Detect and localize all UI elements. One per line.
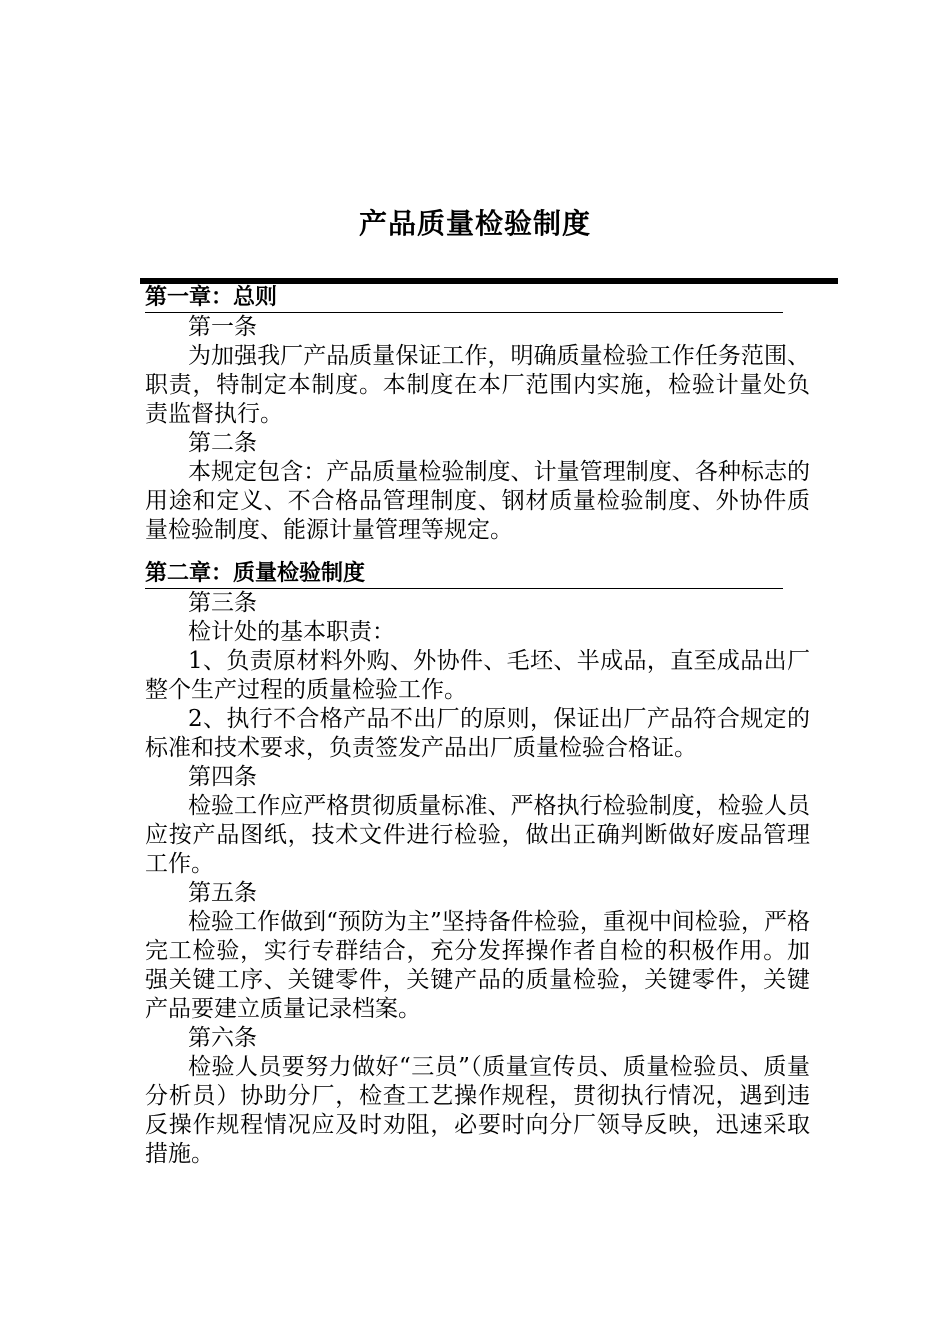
article-paragraph: 1、负责原材料外购、外协件、毛坯、半成品，直至成品出厂整个生产过程的质量检验工作。 — [145, 648, 810, 703]
article-label: 第三条 — [188, 590, 257, 616]
article-label: 第四条 — [188, 764, 257, 790]
article-paragraph: 检验工作应严格贯彻质量标准、严格执行检验制度，检验人员应按产品图纸，技术文件进行检验，做出正确判断做好废品管理工作。 — [145, 793, 810, 877]
article-label: 第二条 — [188, 430, 257, 456]
chapter-heading: 第一章：总则 — [145, 283, 783, 313]
article-paragraph: 本规定包含：产品质量检验制度、计量管理制度、各种标志的用途和定义、不合格品管理制度、钢材质量检验制度、外协件质量检验制度、能源计量管理等规定。 — [145, 459, 810, 543]
article-paragraph: 2、执行不合格产品不出厂的原则，保证出厂产品符合规定的标准和技术要求，负责签发产品出厂质量检验合格证。 — [145, 706, 810, 761]
article-label: 第六条 — [188, 1025, 257, 1051]
article-paragraph: 检验工作做到“预防为主”坚持备件检验，重视中间检验，严格完工检验，实行专群结合，充分发挥操作者自检的积极作用。加强关键工序、关键零件，关键产品的质量检验，关键零件，关键产品要建立质量记录档案。 — [145, 909, 810, 1022]
chapter-heading: 第二章：质量检验制度 — [145, 559, 783, 589]
document-body — [145, 283, 810, 1169]
article-label: 第五条 — [188, 880, 257, 906]
article-label: 第一条 — [188, 314, 257, 340]
article-paragraph: 检计处的基本职责： — [188, 619, 395, 645]
document-title: 产品质量检验制度 — [358, 207, 591, 240]
article-paragraph: 为加强我厂产品质量保证工作，明确质量检验工作任务范围、职责，特制定本制度。本制度在本厂范围内实施，检验计量处负责监督执行。 — [145, 343, 810, 427]
article-paragraph: 检验人员要努力做好“三员”（质量宣传员、质量检验员、质量分析员）协助分厂，检查工艺操作规程，贯彻执行情况，遇到违反操作规程情况应及时劝阻，必要时向分厂领导反映，迅速采取措施。 — [145, 1054, 810, 1167]
